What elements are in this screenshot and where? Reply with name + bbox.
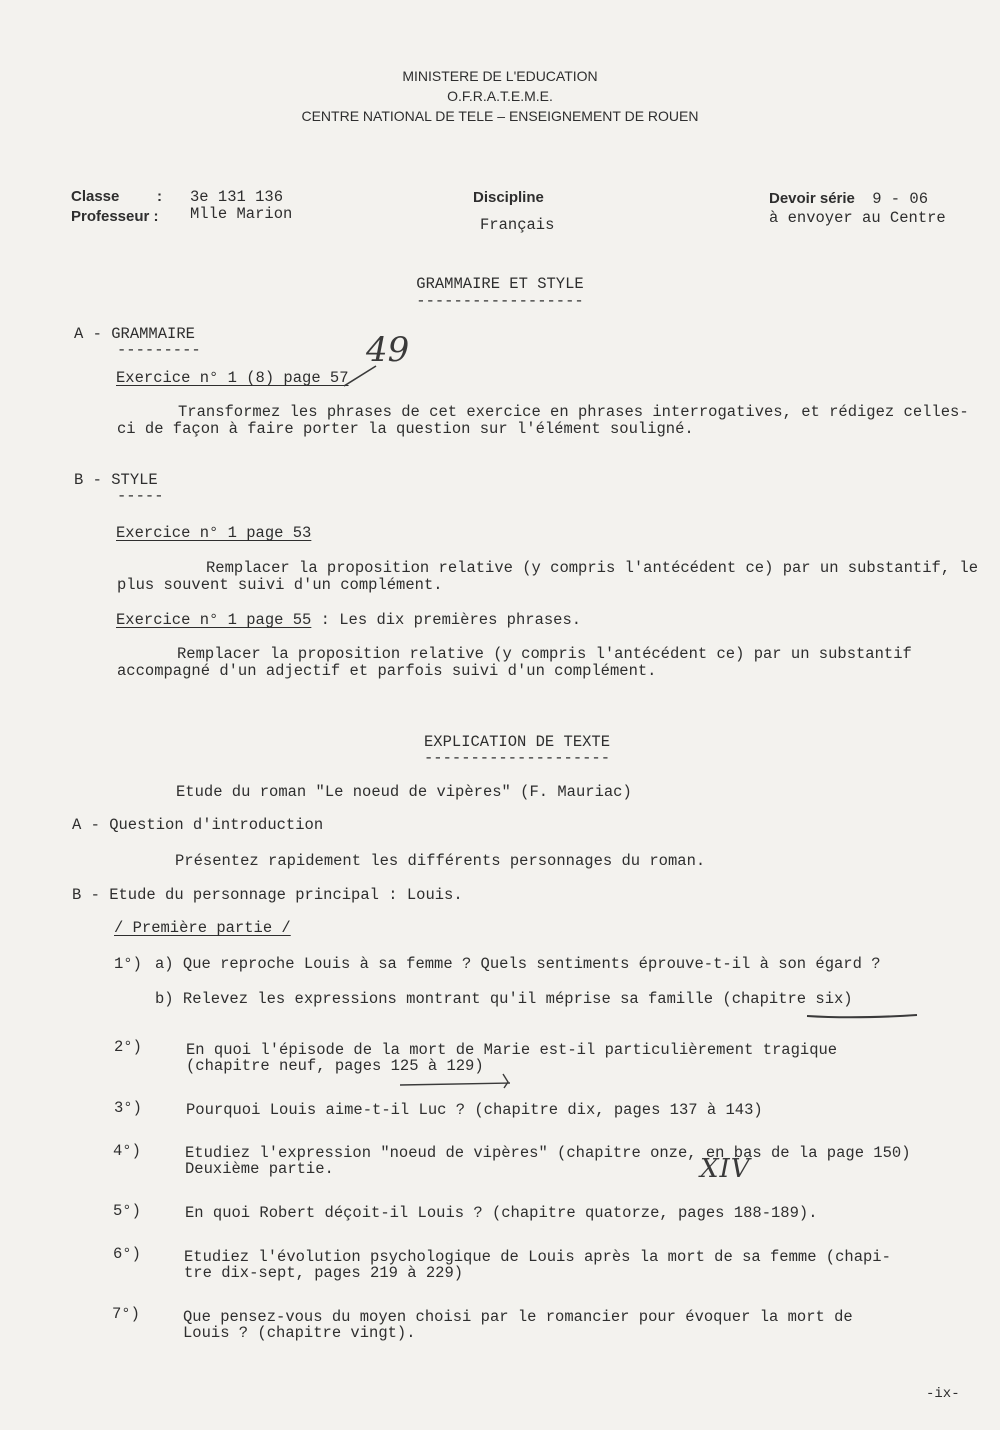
classe-value: 3e 131 136	[190, 188, 284, 206]
handwritten-chapter-correction: XIV	[700, 1154, 751, 1184]
style-rule: -----	[117, 487, 164, 505]
style-prefix: B -	[74, 471, 112, 489]
question-intro-heading: A - Question d'introduction	[72, 816, 324, 834]
study-intro: Etude du roman "Le noeud de vipères" (F. Mauriac)	[176, 783, 632, 801]
centre-line: CENTRE NATIONAL DE TELE – ENSEIGNEMENT DE ROUEN	[301, 108, 699, 124]
question-2-line2: (chapitre neuf, pages 125 à 129)	[186, 1057, 484, 1075]
question-4-line2: Deuxième partie.	[185, 1160, 334, 1178]
section-title-explication-rule: --------------------	[424, 749, 611, 767]
exercise-3-suffix: : Les dix premières phrases.	[311, 611, 582, 629]
question-2-line1: En quoi l'épisode de la mort de Marie est-il particulièrement tragique	[186, 1041, 838, 1059]
question-2-number: 2°)	[114, 1038, 142, 1056]
main-character-heading: B - Etude du personnage principal : Louis.	[72, 886, 463, 904]
devoir-label: Devoir série	[769, 190, 855, 207]
exercise-1-title: Exercice n° 1 (8) page 57	[116, 369, 349, 387]
classe-colon: :	[157, 188, 162, 205]
handwritten-strike-mark	[340, 362, 380, 388]
devoir-note: à envoyer au Centre	[769, 209, 946, 227]
question-4-number: 4°)	[113, 1142, 141, 1160]
exercise-1-text: Transformez les phrases de cet exercice en phrases interrogatives, et rédigez celles-ci de façon à faire porter la question sur l'élément souligné.	[117, 403, 969, 438]
question-1-number: 1°)	[114, 955, 142, 973]
question-5: En quoi Robert déçoit-il Louis ? (chapitre quatorze, pages 188-189).	[185, 1204, 818, 1222]
exercise-2-title: Exercice n° 1 page 53	[116, 524, 312, 542]
devoir-serie	[769, 190, 928, 208]
question-3: Pourquoi Louis aime-t-il Luc ? (chapitre dix, pages 137 à 143)	[186, 1101, 763, 1119]
devoir-value: 9 - 06	[872, 190, 929, 208]
section-title-rule: ------------------	[416, 292, 584, 310]
handwritten-underline-mark	[805, 1010, 920, 1022]
ofrateme-line: O.F.R.A.T.E.M.E.	[447, 88, 553, 104]
exercise-3-title: Exercice n° 1 page 55	[116, 611, 312, 629]
page-number: -ix-	[926, 1386, 960, 1402]
grammaire-rule: ---------	[117, 341, 201, 359]
exercise-3-text: Remplacer la proposition relative (y compris l'antécédent ce) par un substantif accompagné d'un adjectif et parfois suivi d'un complément.	[117, 645, 912, 680]
style-title: STYLE	[111, 471, 158, 489]
discipline-value: Français	[480, 216, 555, 234]
question-5-number: 5°)	[113, 1202, 141, 1220]
classe-label: Classe	[71, 188, 120, 205]
exercise-2-text: Remplacer la proposition relative (y compris l'antécédent ce) par un substantif, le plus souvent suivi d'un complément.	[117, 559, 979, 594]
question-6-line2: tre dix-sept, pages 219 à 229)	[184, 1264, 464, 1282]
part-one-heading: / Première partie /	[114, 919, 291, 937]
question-1a: a) Que reproche Louis à sa femme ? Quels sentiments éprouve-t-il à son égard ?	[155, 955, 881, 973]
section-title-grammaire-style: GRAMMAIRE ET STYLE	[416, 275, 584, 293]
question-3-number: 3°)	[114, 1099, 142, 1117]
question-6-line1: Etudiez l'évolution psychologique de Louis après la mort de sa femme (chapi-	[184, 1248, 891, 1266]
grammaire-prefix: A -	[74, 325, 112, 343]
question-6-number: 6°)	[113, 1245, 141, 1263]
section-title-explication: EXPLICATION DE TEXTE	[424, 733, 611, 751]
ministry-line: MINISTERE DE L'EDUCATION	[402, 68, 598, 84]
question-7-number: 7°)	[112, 1305, 140, 1323]
question-7-line1: Que pensez-vous du moyen choisi par le romancier pour évoquer la mort de	[183, 1308, 853, 1326]
question-1b: b) Relevez les expressions montrant qu'il méprise sa famille (chapitre six)	[155, 990, 853, 1008]
question-intro-text: Présentez rapidement les différents personnages du roman.	[175, 852, 706, 870]
grammaire-title: GRAMMAIRE	[111, 325, 195, 343]
handwritten-page-correction: 49	[366, 330, 410, 370]
question-4-line1: Etudiez l'expression "noeud de vipères" (chapitre onze, en bas de la page 150)	[185, 1144, 911, 1162]
question-7-line2: Louis ? (chapitre vingt).	[183, 1324, 416, 1342]
professeur-value: Mlle Marion	[190, 205, 293, 223]
discipline-label: Discipline	[473, 189, 544, 206]
handwritten-bracket-mark	[398, 1072, 518, 1090]
exercise-3-line	[116, 611, 581, 629]
professeur-label: Professeur :	[71, 208, 159, 225]
